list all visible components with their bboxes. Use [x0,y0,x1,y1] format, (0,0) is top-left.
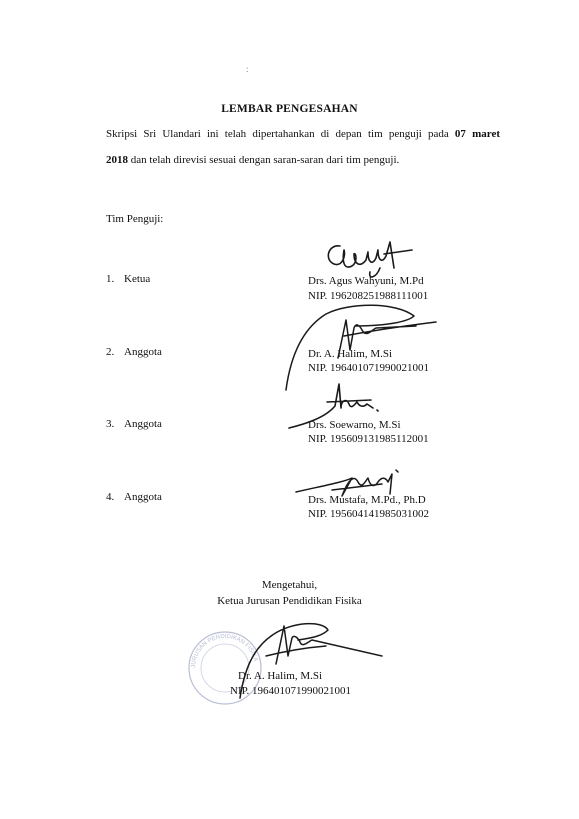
approval-nip: NIP. 196401071990021001 [230,685,352,697]
member-number: 3. [106,418,115,430]
member-role: Anggota [124,491,162,503]
scan-mark: : [246,64,249,74]
member-nip: NIP. 196208251988111001 [308,290,429,302]
member-role: Anggota [124,346,162,358]
stamp-text: JURUSAN PENDIDIKAN FISIKA [190,633,259,669]
signature-agus-icon [320,228,430,288]
intro-date-year: 2018 [106,154,128,166]
approval-label: Mengetahui, [261,579,318,591]
page-title: LEMBAR PENGESAHAN [221,103,358,115]
signature-soewarno-icon [285,378,395,438]
member-number: 4. [106,491,115,503]
intro-text-cont: dan telah direvisi sesuai dengan saran-saran dari tim penguji. [128,154,400,166]
member-name: Drs. Soewarno, M.Si [308,419,401,431]
member-name: Drs. Mustafa, M.Pd., Ph.D [308,494,426,506]
member-nip: NIP. 195604141985031002 [308,508,430,520]
intro-text: Skripsi Sri Ulandari ini telah dipertahankan di depan tim penguji pada [106,128,455,140]
member-name: Drs. Agus Wahyuni, M.Pd [308,275,424,287]
member-nip: NIP. 196401071990021001 [308,362,430,374]
member-nip: NIP. 195609131985112001 [308,433,429,445]
approval-name: Dr. A. Halim, M.Si [238,670,323,682]
member-number: 2. [106,346,115,358]
member-number: 1. [106,273,115,285]
member-name: Dr. A. Halim, M.Si [308,348,393,360]
signature-mustafa-icon [292,460,422,510]
examiners-label: Tim Penguji: [106,213,164,225]
approval-position: Ketua Jurusan Pendidikan Fisika [217,595,362,607]
intro-line-1 [106,128,500,140]
member-role: Ketua [124,273,151,285]
intro-line-2 [106,154,500,166]
member-role: Anggota [124,418,162,430]
intro-date-day-month: 07 maret [454,128,500,140]
